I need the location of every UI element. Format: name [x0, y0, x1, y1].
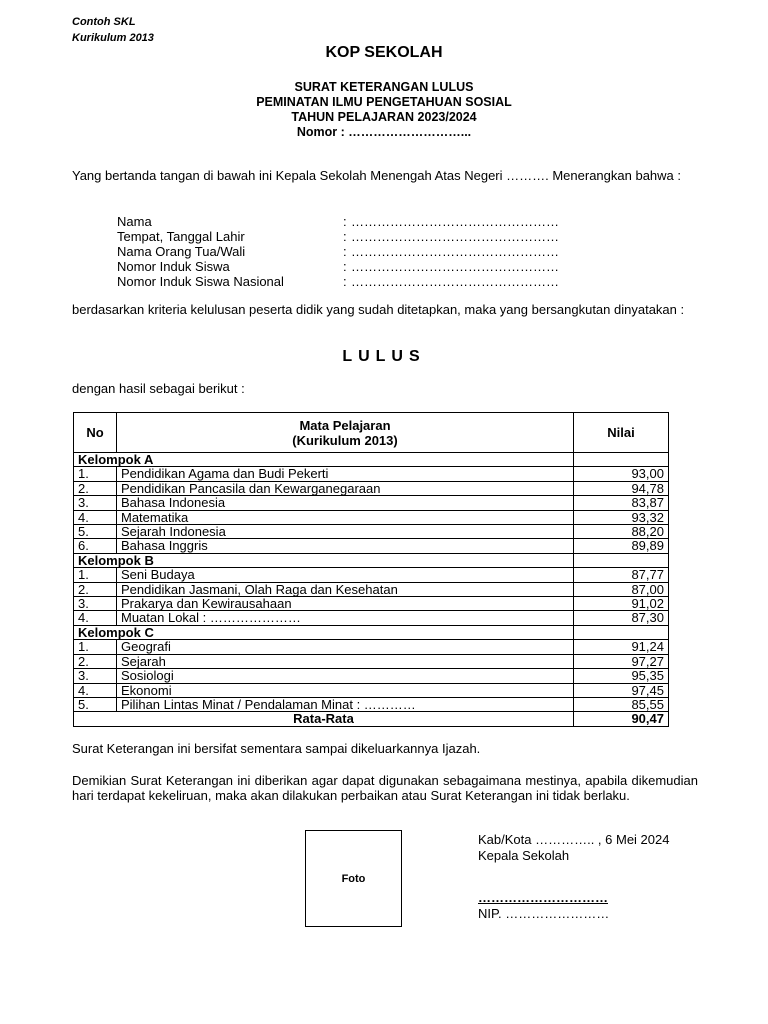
- table-row: [74, 496, 669, 510]
- group-row: [74, 553, 669, 567]
- group-label: Kelompok C: [74, 625, 574, 639]
- row-value: 85,55: [574, 697, 669, 711]
- group-empty-cell: [574, 625, 669, 639]
- document-heading: [0, 80, 768, 140]
- row-value: 91,02: [574, 597, 669, 611]
- row-subject: Pendidikan Pancasila dan Kewarganegaraan: [117, 481, 574, 495]
- heading-year: TAHUN PELAJARAN 2023/2024: [291, 110, 477, 124]
- row-subject: Sosiologi: [117, 669, 574, 683]
- header-value: Nilai: [574, 413, 669, 453]
- table-row: [74, 510, 669, 524]
- table-row: [74, 683, 669, 697]
- row-value: 88,20: [574, 525, 669, 539]
- signer-name-line: …………………………: [478, 890, 608, 905]
- header-subject-line2: (Kurikulum 2013): [292, 432, 398, 448]
- signer-nip: NIP. ……………………: [478, 906, 610, 921]
- row-subject: Sejarah: [117, 654, 574, 668]
- row-no: 1.: [74, 640, 117, 654]
- field-label: Nomor Induk Siswa Nasional: [117, 274, 284, 289]
- row-value: 87,00: [574, 582, 669, 596]
- field-label: Nomor Induk Siswa: [117, 259, 230, 274]
- row-subject: Pendidikan Jasmani, Olah Raga dan Kesehatan: [117, 582, 574, 596]
- header-subject: [117, 413, 574, 453]
- field-row: [117, 259, 559, 274]
- group-empty-cell: [574, 453, 669, 467]
- table-row: [74, 654, 669, 668]
- row-value: 83,87: [574, 496, 669, 510]
- field-label: Nama Orang Tua/Wali: [117, 244, 246, 259]
- row-value: 97,45: [574, 683, 669, 697]
- header-subject-line1: Mata Pelajaran: [299, 417, 391, 433]
- row-no: 2.: [74, 582, 117, 596]
- school-letterhead: KOP SEKOLAH: [325, 44, 443, 61]
- photo-label: Foto: [341, 872, 366, 885]
- field-row: [117, 244, 559, 259]
- heading-major: PEMINATAN ILMU PENGETAHUAN SOSIAL: [256, 95, 512, 109]
- table-row: [74, 467, 669, 481]
- table-row: [74, 669, 669, 683]
- field-colon: :: [343, 229, 347, 244]
- signer-position: Kepala Sekolah: [478, 848, 570, 863]
- row-subject: Pendidikan Agama dan Budi Pekerti: [117, 467, 574, 481]
- field-row: [117, 274, 559, 289]
- row-no: 1.: [74, 568, 117, 582]
- row-value: 89,89: [574, 539, 669, 553]
- graduation-status: LULUS: [342, 348, 426, 365]
- group-row: [74, 625, 669, 639]
- row-subject: Prakarya dan Kewirausahaan: [117, 597, 574, 611]
- average-label: Rata-Rata: [74, 712, 574, 726]
- table-row: [74, 697, 669, 711]
- field-value: …………………………………………: [351, 244, 559, 259]
- row-no: 4.: [74, 611, 117, 625]
- group-label: Kelompok B: [74, 553, 574, 567]
- field-row: [117, 229, 559, 244]
- field-value: …………………………………………: [351, 274, 559, 289]
- row-no: 3.: [74, 669, 117, 683]
- row-no: 2.: [74, 481, 117, 495]
- row-no: 3.: [74, 496, 117, 510]
- row-subject: Matematika: [117, 510, 574, 524]
- average-row: [74, 712, 669, 726]
- row-no: 3.: [74, 597, 117, 611]
- table-row: [74, 582, 669, 596]
- table-row: [74, 539, 669, 553]
- row-subject: Ekonomi: [117, 683, 574, 697]
- intro-paragraph: Yang bertanda tangan di bawah ini Kepala Sekolah Menengah Atas Negeri ………. Menerangkan bahwa :: [72, 168, 681, 183]
- table-row: [74, 640, 669, 654]
- row-value: 87,77: [574, 568, 669, 582]
- table-row: [74, 481, 669, 495]
- row-no: 1.: [74, 467, 117, 481]
- group-row: [74, 453, 669, 467]
- row-value: 95,35: [574, 669, 669, 683]
- table-row: [74, 611, 669, 625]
- row-value: 87,30: [574, 611, 669, 625]
- field-colon: :: [343, 274, 347, 289]
- row-subject: Sejarah Indonesia: [117, 525, 574, 539]
- field-value: …………………………………………: [351, 259, 559, 274]
- table-row: [74, 568, 669, 582]
- field-colon: :: [343, 244, 347, 259]
- row-value: 93,00: [574, 467, 669, 481]
- table-row: [74, 597, 669, 611]
- group-empty-cell: [574, 553, 669, 567]
- row-subject: Pilihan Lintas Minat / Pendalaman Minat : …………: [117, 697, 574, 711]
- field-label: Nama: [117, 214, 152, 229]
- criteria-paragraph: berdasarkan kriteria kelulusan peserta didik yang sudah ditetapkan, maka yang bersangkutan dinyatakan :: [72, 302, 685, 317]
- row-subject: Bahasa Indonesia: [117, 496, 574, 510]
- row-value: 97,27: [574, 654, 669, 668]
- row-subject: Bahasa Inggris: [117, 539, 574, 553]
- closing-paragraph: Demikian Surat Keterangan ini diberikan agar dapat digunakan sebagaimana mestinya, apabila dikemudian hari terdapat kekeliruan, maka akan dilakukan perbaikan atau Surat Keterangan ini tidak berlaku.: [72, 773, 698, 803]
- photo-box: [305, 830, 402, 927]
- heading-number: Nomor : ………………………...: [296, 125, 472, 139]
- row-value: 91,24: [574, 640, 669, 654]
- sample-note-line1: Contoh SKL: [72, 16, 136, 28]
- header-no: No: [74, 413, 117, 453]
- table-header-row: [74, 413, 669, 453]
- field-row: [117, 214, 559, 229]
- row-no: 5.: [74, 525, 117, 539]
- field-colon: :: [343, 214, 347, 229]
- row-subject: Geografi: [117, 640, 574, 654]
- heading-title: SURAT KETERANGAN LULUS: [294, 80, 474, 94]
- grades-table: [73, 412, 669, 727]
- results-intro: dengan hasil sebagai berikut :: [72, 381, 245, 396]
- sample-note-line2: Kurikulum 2013: [72, 32, 154, 44]
- sample-note: [72, 14, 154, 46]
- student-fields: [117, 214, 559, 289]
- row-no: 6.: [74, 539, 117, 553]
- field-colon: :: [343, 259, 347, 274]
- row-no: 4.: [74, 510, 117, 524]
- temporary-note: Surat Keterangan ini bersifat sementara sampai dikeluarkannya Ijazah.: [72, 741, 481, 756]
- field-label: Tempat, Tanggal Lahir: [117, 229, 245, 244]
- field-value: …………………………………………: [351, 214, 559, 229]
- row-value: 94,78: [574, 481, 669, 495]
- row-subject: Muatan Lokal : …………………: [117, 611, 574, 625]
- row-no: 2.: [74, 654, 117, 668]
- average-value: 90,47: [574, 712, 669, 726]
- row-no: 4.: [74, 683, 117, 697]
- place-date: Kab/Kota ………….. , 6 Mei 2024: [478, 832, 670, 847]
- row-no: 5.: [74, 697, 117, 711]
- group-label: Kelompok A: [74, 453, 574, 467]
- row-subject: Seni Budaya: [117, 568, 574, 582]
- signature-block: [478, 832, 669, 864]
- row-value: 93,32: [574, 510, 669, 524]
- field-value: …………………………………………: [351, 229, 559, 244]
- table-row: [74, 525, 669, 539]
